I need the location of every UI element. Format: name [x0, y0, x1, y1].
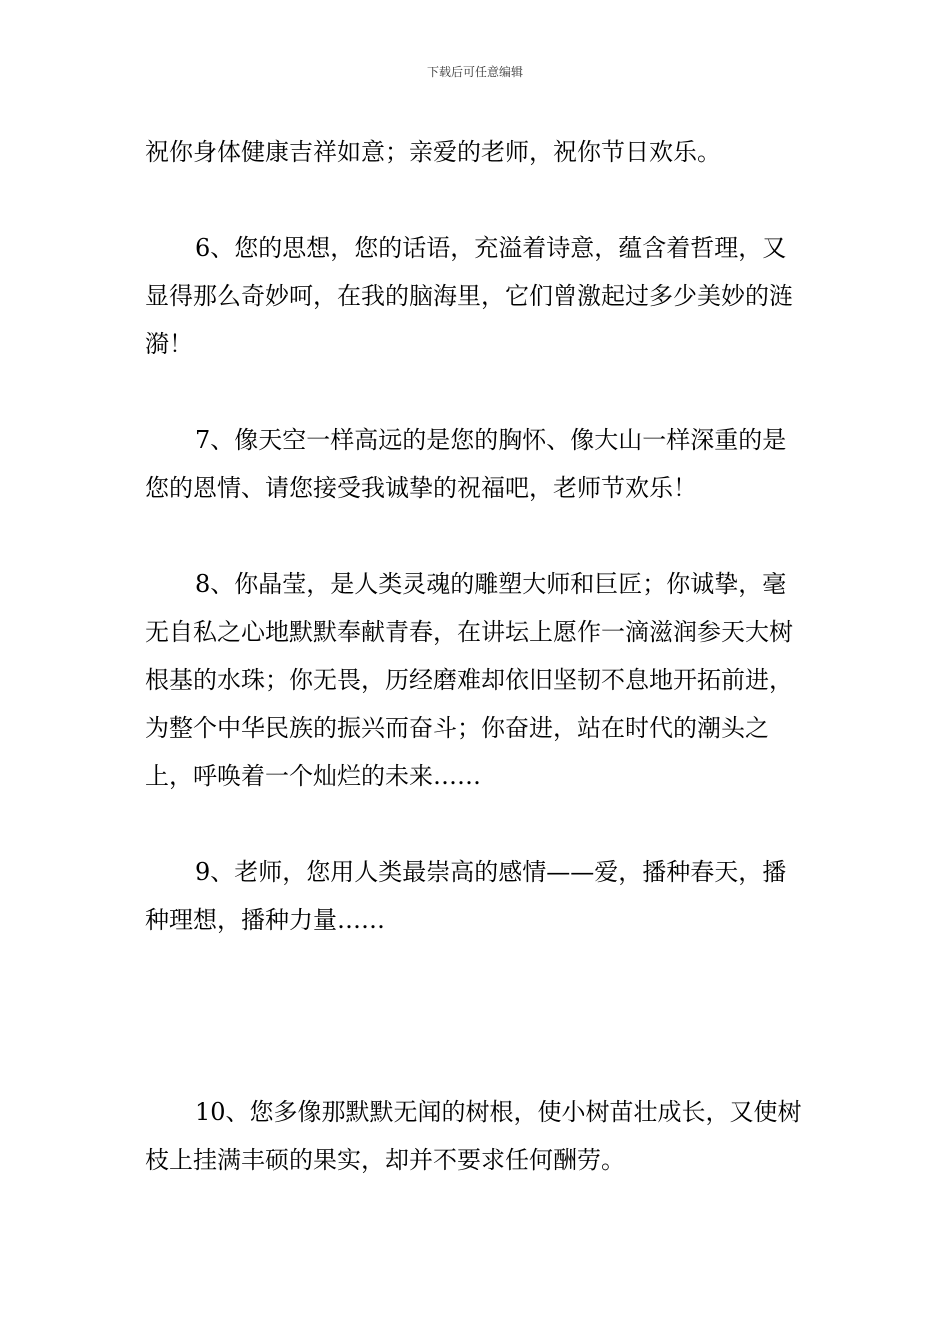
- paragraph-item-8: 8、你晶莹，是人类灵魂的雕塑大师和巨匠；你诚挚，毫无自私之心地默默奉献青春，在讲坛上愿作一滴滋润参天大树根基的水珠；你无畏，历经磨难却依旧坚韧不息地开拓前进，为整个中华民族的振兴而奋斗；你奋进，站在时代的潮头之上，呼唤着一个灿烂的未来……: [145, 570, 793, 790]
- paragraph-continuation: 祝你身体健康吉祥如意；亲爱的老师，祝你节日欢乐。: [145, 138, 721, 166]
- page-header-note: 下载后可任意编辑: [426, 65, 523, 79]
- paragraph-item-7: 7、像天空一样高远的是您的胸怀、像大山一样深重的是您的恩情、请您接受我诚挚的祝福吧，老师节欢乐！: [145, 426, 787, 502]
- paragraph-item-6: 6、您的思想，您的话语，充溢着诗意，蕴含着哲理，又显得那么奇妙呵，在我的脑海里，它们曾激起过多少美妙的涟漪！: [145, 234, 793, 358]
- paragraph-item-10: 10、您多像那默默无闻的树根，使小树苗壮成长，又使树枝上挂满丰硕的果实，却并不要求任何酬劳。: [145, 1098, 802, 1174]
- paragraph-item-9: 9、老师，您用人类最崇高的感情——爱，播种春天，播种理想，播种力量……: [145, 858, 787, 934]
- document-body: [145, 128, 810, 1184]
